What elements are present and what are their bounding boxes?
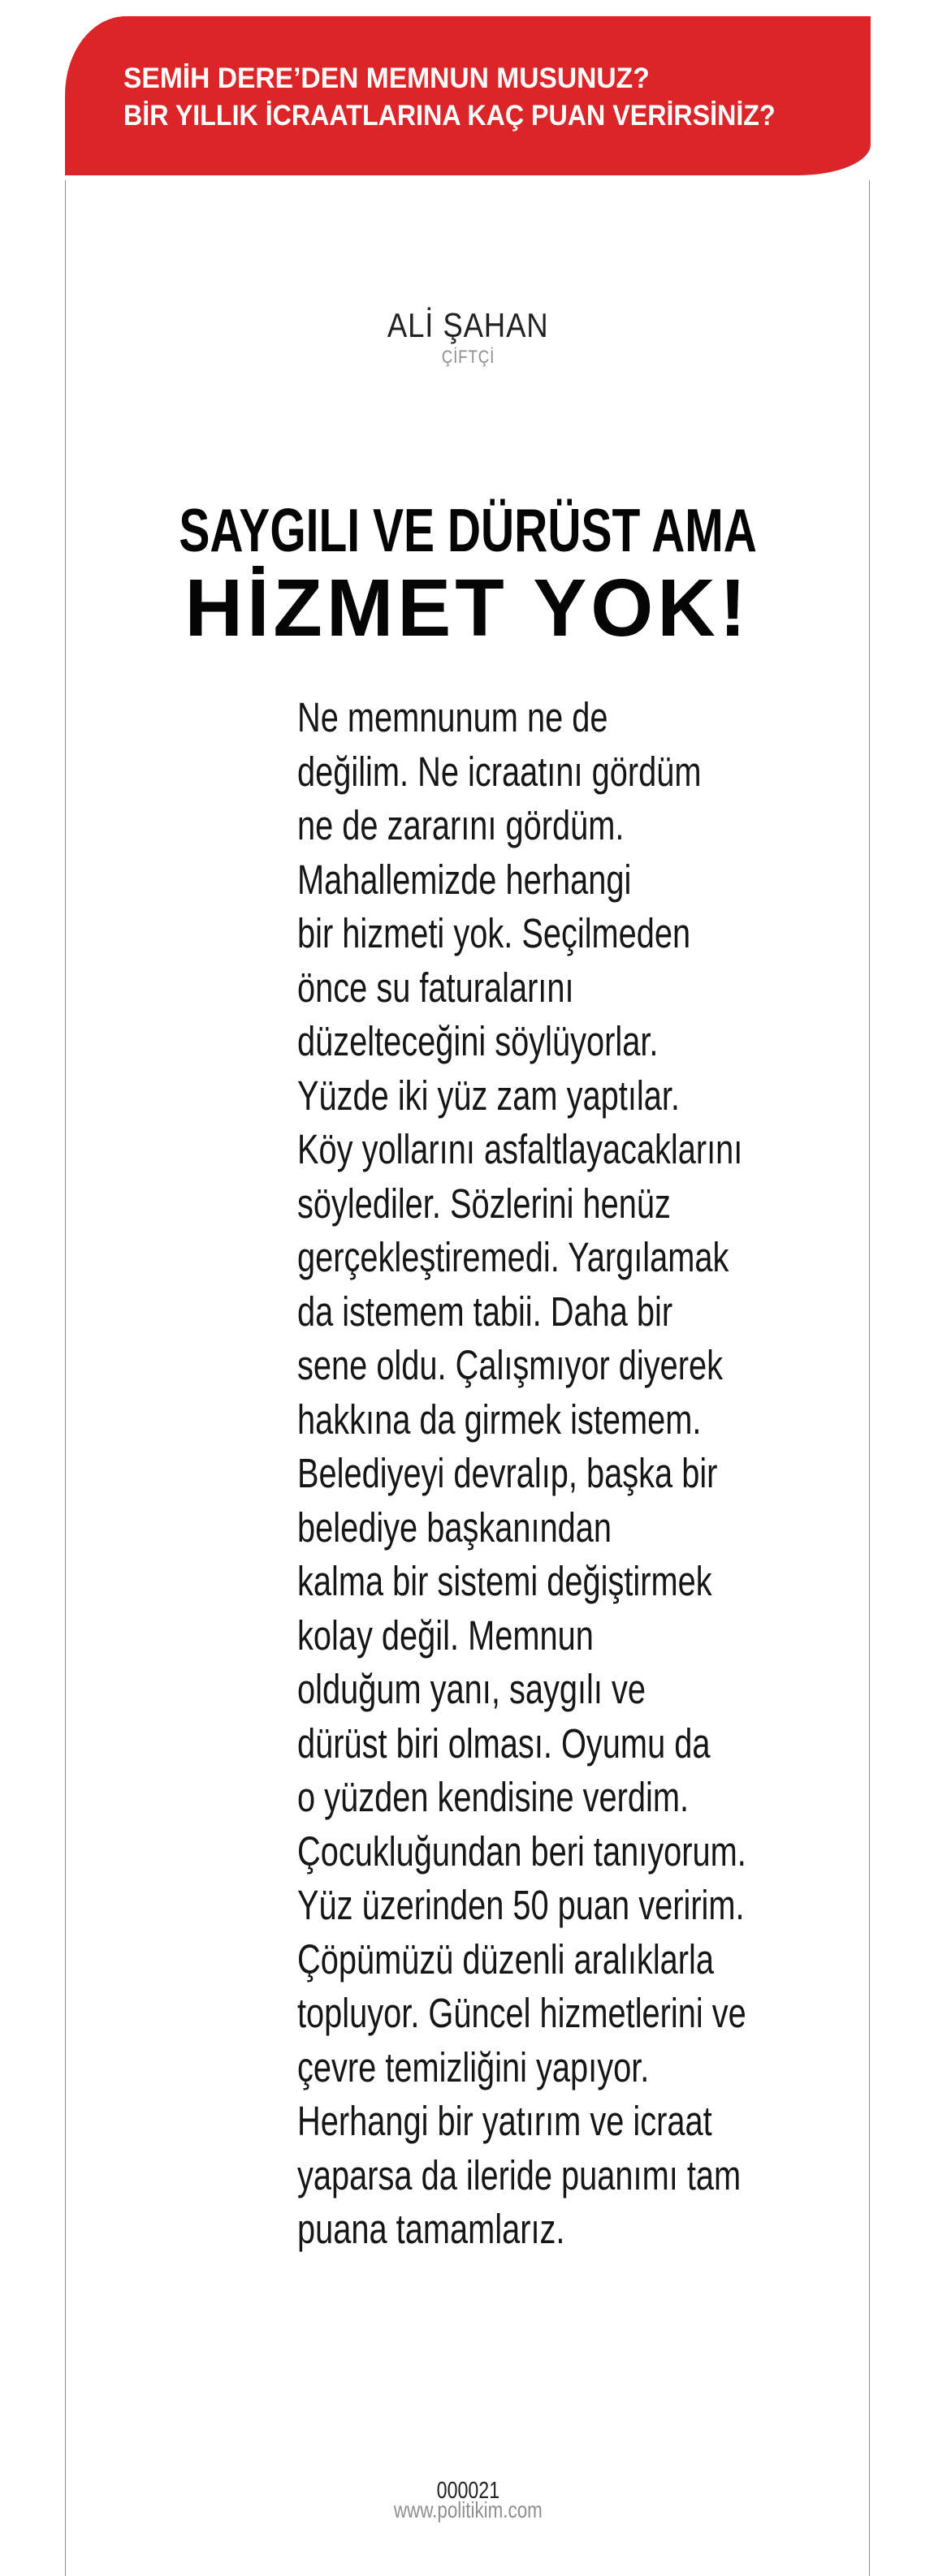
quote-line: kolay değil. Memnun bbox=[297, 1612, 594, 1659]
quote-line: olduğum yanı, saygılı ve bbox=[297, 1666, 646, 1712]
footer-website: www.politikim.com bbox=[393, 2497, 543, 2522]
header-banner bbox=[65, 16, 871, 175]
quote-line: da istemem tabii. Daha bir bbox=[297, 1288, 673, 1335]
quote-line: dürüst biri olması. Oyumu da bbox=[297, 1719, 711, 1767]
quote-line: önce su faturalarını bbox=[297, 964, 574, 1011]
quote-line: Mahallemizde herhangi bbox=[297, 856, 632, 903]
quote-line: Çocukluğundan beri tanıyorum. bbox=[297, 1827, 746, 1875]
quote-line: Köy yollarını asfaltlayacaklarını bbox=[297, 1126, 743, 1172]
quote-line: topluyor. Güncel hizmetlerini ve bbox=[297, 1990, 746, 2036]
quote-line: sene oldu. Çalışmıyor diyerek bbox=[297, 1342, 724, 1388]
quote-line: Çöpümüzü düzenli aralıklarla bbox=[297, 1935, 714, 1983]
quote-line: bir hizmeti yok. Seçilmeden bbox=[297, 910, 691, 956]
interviewee-occupation: ÇİFTÇİ bbox=[441, 347, 495, 367]
quote-text bbox=[297, 691, 746, 2257]
quote-line: kalma bir sistemi değiştirmek bbox=[297, 1558, 712, 1604]
quote-line: Yüz üzerinden 50 puan veririm. bbox=[297, 1882, 745, 1928]
quote-line: o yüzden kendisine verdim. bbox=[297, 1774, 690, 1820]
quote-line: değilim. Ne icraatını gördüm bbox=[297, 748, 702, 795]
quote-line: hakkına da girmek istemem. bbox=[297, 1396, 702, 1443]
header-question-line1: SEMİH DERE’DEN MEMNUN MUSUNUZ? bbox=[123, 63, 650, 94]
quote-line: Herhangi bir yatırım ve icraat bbox=[297, 2098, 712, 2144]
quote-line: Ne memnunum ne de bbox=[297, 694, 608, 740]
quote-line: belediye başkanından bbox=[297, 1504, 612, 1551]
headline-line2: HİZMET YOK! bbox=[184, 563, 751, 654]
headline-line1: SAYGILI VE DÜRÜST AMA bbox=[179, 496, 757, 564]
quote-line: ne de zararını gördüm. bbox=[297, 802, 625, 848]
quote-line: puana tamamlarız. bbox=[297, 2206, 565, 2252]
quote-line: Yüzde iki yüz zam yaptılar. bbox=[297, 1072, 680, 1119]
quote-line: gerçekleştiremedi. Yargılamak bbox=[297, 1234, 729, 1280]
header-question-line2: BİR YILLIK İCRAATLARINA KAÇ PUAN VERİRSİNİZ? bbox=[123, 100, 776, 132]
header-question bbox=[123, 60, 832, 135]
quote-line: düzelteceğini söylüyorlar. bbox=[297, 1018, 659, 1064]
quote-line: söylediler. Sözlerini henüz bbox=[297, 1180, 671, 1227]
quote-line: çevre temizliğini yapıyor. bbox=[297, 2043, 650, 2091]
quote-line: yaparsa da ileride puanımı tam bbox=[297, 2151, 742, 2198]
footer-id: 000021 bbox=[436, 2478, 499, 2504]
quote-line: Belediyeyi devralıp, başka bir bbox=[297, 1450, 718, 1496]
interviewee-name: ALİ ŞAHAN bbox=[387, 306, 549, 344]
